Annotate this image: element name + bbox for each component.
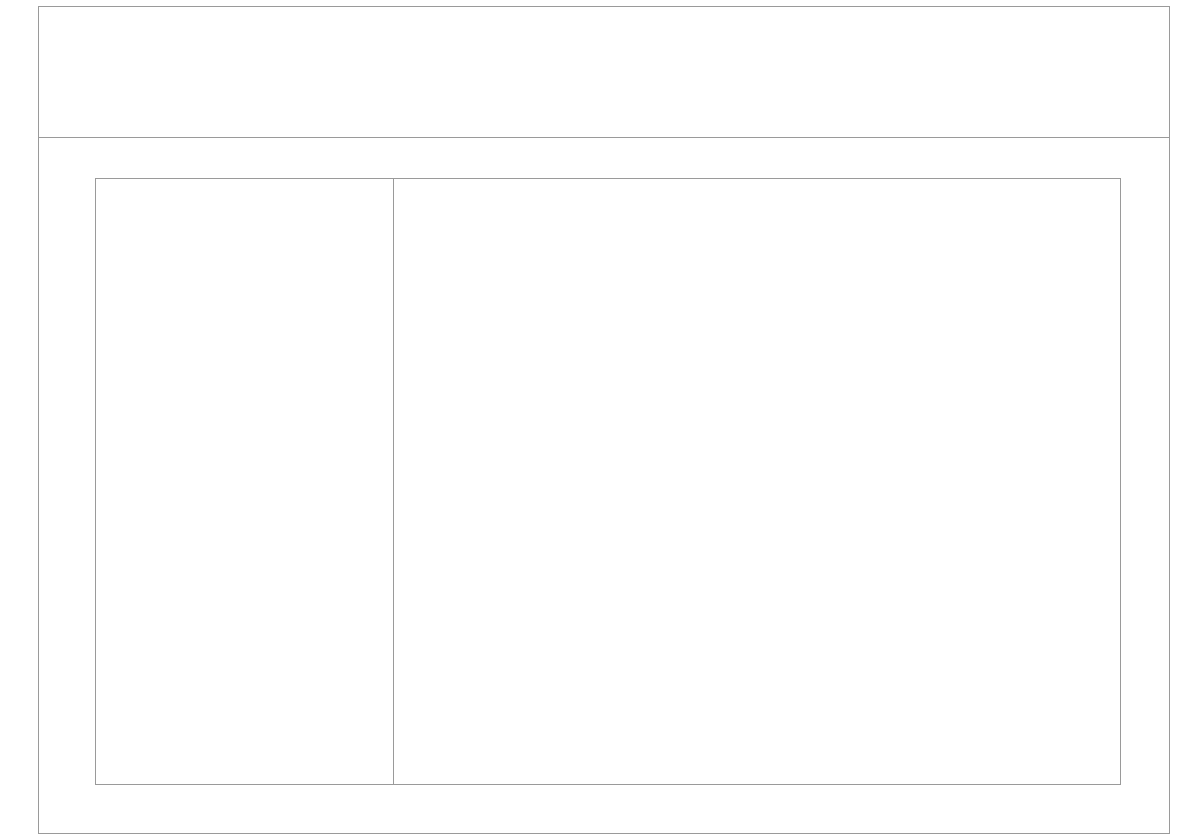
notice-zip-row [117,696,135,713]
notice-period-row [117,629,135,646]
notice-contact-row [117,662,135,679]
notice-info [117,612,135,713]
title-divider [38,137,1169,138]
section-drawing [870,305,1095,650]
notice-address-row [117,679,135,696]
notice-phone-row [117,646,135,663]
panel-divider [393,178,394,784]
notice-method-row [117,612,135,629]
elevation-drawing [395,305,855,665]
